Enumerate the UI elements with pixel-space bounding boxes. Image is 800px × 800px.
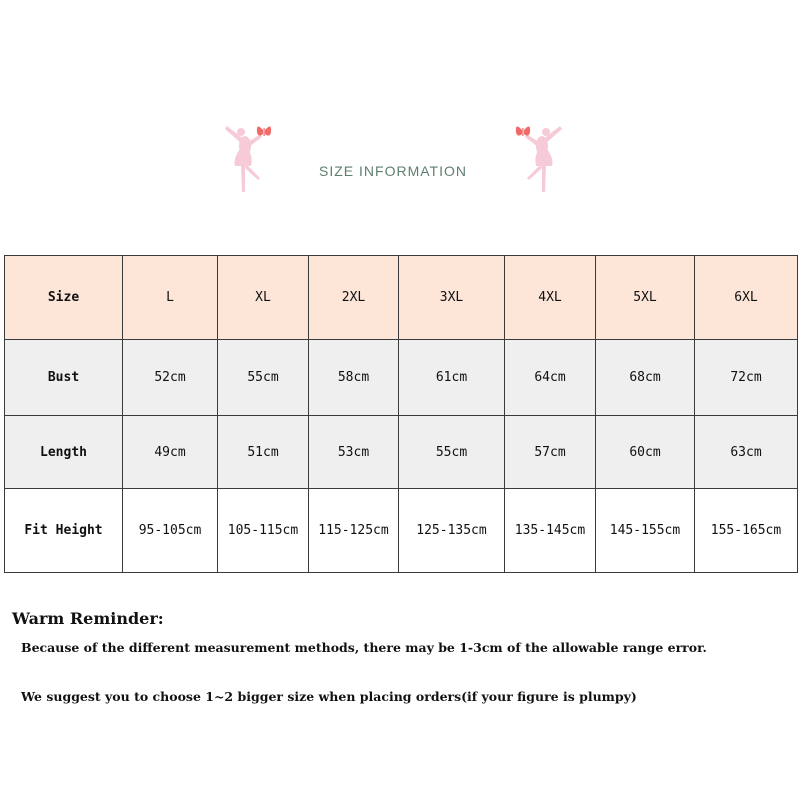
header bbox=[0, 110, 800, 200]
table-cell: 125-135cm bbox=[399, 489, 505, 573]
table-cell: 60cm bbox=[596, 416, 695, 489]
table-cell: 51cm bbox=[218, 416, 309, 489]
table-cell: 61cm bbox=[399, 340, 505, 416]
table-row-fit-height bbox=[5, 489, 798, 573]
table-cell: 53cm bbox=[309, 416, 399, 489]
table-row-bust bbox=[5, 340, 798, 416]
table-cell: 145-155cm bbox=[596, 489, 695, 573]
table-cell: 49cm bbox=[123, 416, 218, 489]
table-header-row bbox=[5, 256, 798, 340]
table-row-length bbox=[5, 416, 798, 489]
size-column-header: 4XL bbox=[505, 256, 596, 340]
table-cell: 135-145cm bbox=[505, 489, 596, 573]
page-title: SIZE INFORMATION bbox=[319, 163, 467, 179]
size-column-header: L bbox=[123, 256, 218, 340]
reminder-line-suggestion: We suggest you to choose 1~2 bigger size when placing orders(if your figure is plumpy) bbox=[21, 689, 637, 704]
table-cell: 68cm bbox=[596, 340, 695, 416]
table-cell: 95-105cm bbox=[123, 489, 218, 573]
row-label: Length bbox=[5, 416, 123, 489]
size-label: Size bbox=[5, 256, 123, 340]
table-cell: 105-115cm bbox=[218, 489, 309, 573]
table-cell: 52cm bbox=[123, 340, 218, 416]
size-table bbox=[4, 255, 798, 573]
reminder-title: Warm Reminder: bbox=[12, 609, 164, 628]
size-column-header: 5XL bbox=[596, 256, 695, 340]
ballerina-butterfly-icon bbox=[502, 120, 572, 195]
table-cell: 72cm bbox=[695, 340, 798, 416]
ballerina-butterfly-icon bbox=[215, 120, 285, 195]
table-cell: 115-125cm bbox=[309, 489, 399, 573]
table-cell: 64cm bbox=[505, 340, 596, 416]
size-column-header: 2XL bbox=[309, 256, 399, 340]
table-cell: 58cm bbox=[309, 340, 399, 416]
table-cell: 155-165cm bbox=[695, 489, 798, 573]
table-cell: 57cm bbox=[505, 416, 596, 489]
size-column-header: XL bbox=[218, 256, 309, 340]
size-column-header: 6XL bbox=[695, 256, 798, 340]
table-cell: 55cm bbox=[218, 340, 309, 416]
table-cell: 63cm bbox=[695, 416, 798, 489]
size-column-header: 3XL bbox=[399, 256, 505, 340]
row-label: Bust bbox=[5, 340, 123, 416]
reminder-line-measurement: Because of the different measurement methods, there may be 1-3cm of the allowable range error. bbox=[21, 640, 707, 655]
row-label: Fit Height bbox=[5, 489, 123, 573]
table-cell: 55cm bbox=[399, 416, 505, 489]
